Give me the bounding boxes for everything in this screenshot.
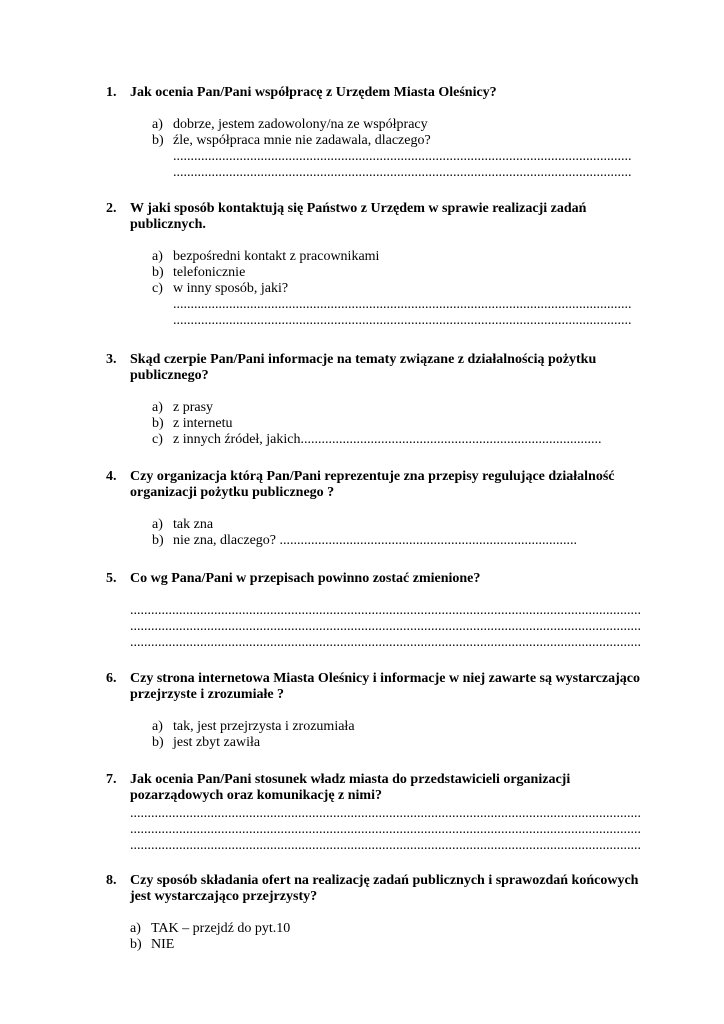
answer-line[interactable]: .................................................................................................................................................. <box>130 603 641 618</box>
question-number: 6. <box>106 671 117 686</box>
answer-line[interactable]: ................................................................................................................................... <box>173 149 632 164</box>
answer-line[interactable]: .................................................................................................................................................. <box>130 806 641 821</box>
question-8 <box>106 873 646 953</box>
question-1 <box>106 85 646 181</box>
question-7 <box>106 772 646 854</box>
option-text: z prasy <box>173 400 214 415</box>
option-text: tak, jest przejrzysta i zrozumiała <box>173 719 355 734</box>
answer-line[interactable]: .................................................................................................................................................. <box>130 838 641 853</box>
option-text: NIE <box>151 937 175 952</box>
options-list <box>106 117 646 181</box>
option-a[interactable] <box>152 249 646 265</box>
question-6 <box>106 671 646 751</box>
option-c[interactable] <box>152 432 646 448</box>
answer-line[interactable]: ................................................................................................................................... <box>173 313 632 328</box>
question-number: 1. <box>106 85 117 100</box>
question-title <box>106 571 646 587</box>
answer-area <box>106 806 646 854</box>
option-letter: a) <box>130 921 141 936</box>
question-title <box>106 352 646 384</box>
question-title <box>106 873 646 905</box>
question-2 <box>106 201 646 329</box>
answer-line[interactable]: ................................................................................................................................... <box>173 165 632 180</box>
option-text: tak zna <box>173 517 214 532</box>
options-list <box>106 249 646 329</box>
answer-line[interactable]: ................................................................................................................................... <box>173 297 632 312</box>
options-list <box>106 517 646 549</box>
answer-line[interactable]: .................................................................................................................................................. <box>130 635 641 650</box>
option-letter: b) <box>152 265 164 280</box>
question-text: Skąd czerpie Pan/Pani informacje na tematy związane z działalnością pożytku publicznego? <box>130 352 597 383</box>
option-text: jest zbyt zawiła <box>173 735 261 750</box>
option-text: TAK – przejdź do pyt.10 <box>151 921 291 936</box>
option-text: dobrze, jestem zadowolony/na ze współpracy <box>173 117 428 132</box>
option-letter: b) <box>152 133 164 148</box>
option-letter: a) <box>152 719 163 734</box>
option-text: z internetu <box>173 416 233 431</box>
question-5 <box>106 571 646 651</box>
question-number: 3. <box>106 352 117 367</box>
question-title <box>106 85 646 101</box>
question-number: 4. <box>106 469 117 484</box>
question-4 <box>106 469 646 549</box>
option-letter: a) <box>152 517 163 532</box>
options-list <box>106 921 646 953</box>
option-text: z innych źródeł, jakich...................................................................................... <box>173 432 602 447</box>
question-title <box>106 469 646 501</box>
option-letter: c) <box>152 281 163 296</box>
option-b[interactable] <box>152 735 646 751</box>
option-letter: b) <box>130 937 142 952</box>
question-text: Jak ocenia Pan/Pani współpracę z Urzędem Miasta Oleśnicy? <box>130 85 497 100</box>
question-number: 5. <box>106 571 117 586</box>
option-b[interactable] <box>152 533 646 549</box>
options-list <box>106 719 646 751</box>
question-number: 7. <box>106 772 117 787</box>
option-text: nie zna, dlaczego? ..................................................................................... <box>173 533 577 548</box>
option-text: źle, współpraca mnie nie zadawala, dlaczego? <box>173 133 431 148</box>
option-letter: a) <box>152 249 163 264</box>
option-letter: a) <box>152 117 163 132</box>
question-title <box>106 671 646 703</box>
answer-line[interactable]: .................................................................................................................................................. <box>130 619 641 634</box>
question-text: W jaki sposób kontaktują się Państwo z Urzędem w sprawie realizacji zadań publicznych. <box>130 201 587 232</box>
option-b[interactable] <box>152 265 646 281</box>
question-title <box>106 772 646 804</box>
option-b[interactable] <box>130 937 646 953</box>
question-text: Co wg Pana/Pani w przepisach powinno zostać zmienione? <box>130 571 481 586</box>
option-a[interactable] <box>152 517 646 533</box>
answer-line[interactable]: .................................................................................................................................................. <box>130 822 641 837</box>
question-number: 8. <box>106 873 117 888</box>
option-a[interactable] <box>130 921 646 937</box>
option-a[interactable] <box>152 117 646 133</box>
question-text: Czy strona internetowa Miasta Oleśnicy i informacje w niej zawarte są wystarczająco przejrzyste i zrozumiałe ? <box>130 671 640 702</box>
question-title <box>106 201 646 233</box>
option-b[interactable] <box>152 133 646 149</box>
question-3 <box>106 352 646 448</box>
option-letter: b) <box>152 533 164 548</box>
question-number: 2. <box>106 201 117 216</box>
option-text: telefonicznie <box>173 265 246 280</box>
option-c[interactable] <box>152 281 646 297</box>
option-text: bezpośredni kontakt z pracownikami <box>173 249 380 264</box>
question-text: Czy organizacja którą Pan/Pani reprezentuje zna przepisy regulujące działalność organizacji pożytku publicznego ? <box>130 469 615 500</box>
option-a[interactable] <box>152 400 646 416</box>
option-letter: c) <box>152 432 163 447</box>
option-letter: a) <box>152 400 163 415</box>
answer-area <box>106 603 646 651</box>
options-list <box>106 400 646 448</box>
option-letter: b) <box>152 735 164 750</box>
question-text: Jak ocenia Pan/Pani stosunek władz miasta do przedstawicieli organizacji pozarządowych oraz komunikację z nimi? <box>130 772 571 803</box>
option-letter: b) <box>152 416 164 431</box>
question-text: Czy sposób składania ofert na realizację zadań publicznych i sprawozdań końcowych jest wystarczająco przejrzysty? <box>130 873 639 904</box>
option-text: w inny sposób, jaki? <box>173 281 289 296</box>
option-b[interactable] <box>152 416 646 432</box>
option-a[interactable] <box>152 719 646 735</box>
